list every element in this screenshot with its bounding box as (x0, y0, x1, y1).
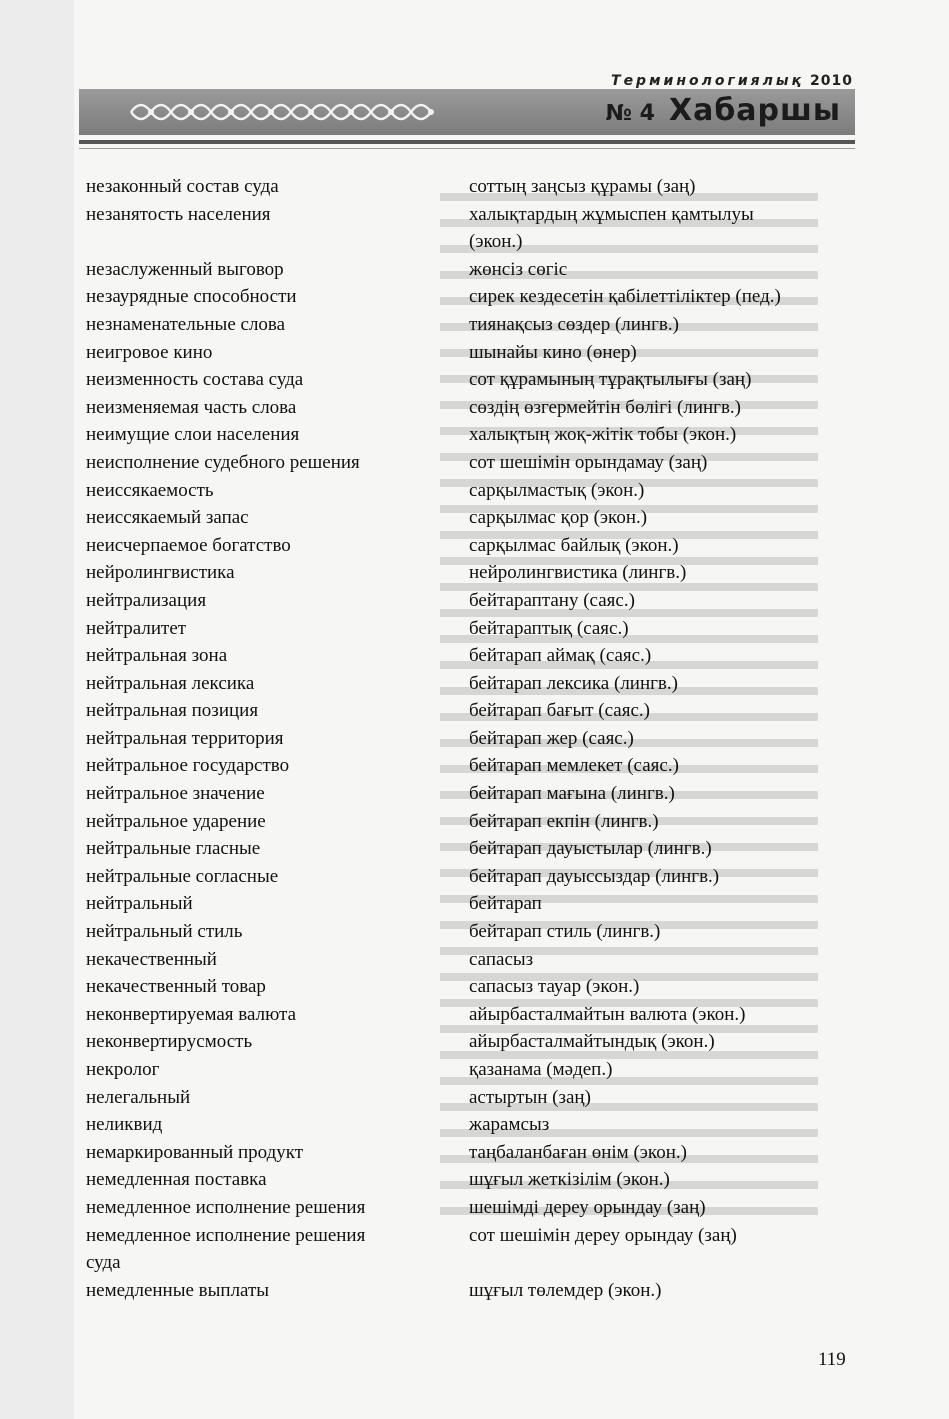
glossary-entry (86, 808, 856, 836)
glossary-entry (86, 228, 856, 256)
russian-term: незнаменательные слова (86, 313, 286, 335)
russian-term: неигровое кино (86, 341, 213, 363)
russian-term: нейтральное ударение (86, 810, 266, 832)
header-band (79, 89, 855, 135)
kazakh-term: сарқылмастық (экон.) (469, 479, 645, 501)
kazakh-term: тиянақсыз сөздер (лингв.) (469, 313, 679, 335)
glossary-entry (86, 256, 856, 284)
glossary-entry (86, 1277, 856, 1305)
kazakh-term: бейтарап екпін (лингв.) (469, 810, 659, 832)
russian-term: незаконный состав суда (86, 176, 279, 197)
kazakh-term: бейтарап аймақ (саяс.) (469, 645, 652, 667)
kazakh-term: бейтарап мемлекет (саяс.) (469, 755, 679, 777)
kazakh-term: сапасыз (469, 948, 534, 970)
russian-term: немедленное исполнение решения (86, 1196, 366, 1218)
kazakh-term: шұғыл төлемдер (экон.) (469, 1279, 662, 1301)
russian-term (86, 228, 469, 256)
kazakh-term: сөздің өзгермейтін бөлігі (лингв.) (469, 396, 742, 418)
kazakh-term: таңбаланбаған өнім (экон.) (469, 1141, 687, 1163)
kazakh-term: шешімді дереу орындау (заң) (469, 1196, 706, 1218)
glossary-entry (86, 1249, 856, 1277)
glossary-entry (86, 532, 856, 560)
kazakh-term: айырбасталмайтындық (экон.) (469, 1031, 715, 1053)
kazakh-term: бейтарап дауыстылар (лингв.) (469, 838, 712, 860)
kazakh-term: айырбасталмайтын валюта (экон.) (469, 1003, 746, 1025)
russian-term: нейтралитет (86, 617, 187, 639)
journal-title: Терминологиялық (611, 73, 805, 89)
russian-term: неимущие слои населения (86, 424, 300, 446)
glossary-entry (86, 946, 856, 974)
russian-term: нейтральные согласные (86, 865, 279, 887)
header-rule-thin (79, 148, 855, 149)
glossary-entry (86, 366, 856, 394)
kazakh-term: бейтарап бағыт (саяс.) (469, 700, 650, 722)
kazakh-term: сарқылмас қор (экон.) (469, 507, 648, 529)
russian-term: незаслуженный выговор (86, 258, 284, 280)
glossary-entry (86, 201, 856, 229)
glossary-entry (86, 1139, 856, 1167)
russian-term: неконвертируемая валюта (86, 1003, 297, 1025)
kazakh-term: бейтарап лексика (лингв.) (469, 672, 678, 694)
kazakh-term: бейтарап стиль (лингв.) (469, 921, 661, 943)
glossary-entry (86, 173, 856, 201)
glossary-entry (86, 863, 856, 891)
russian-term: неиссякаемый запас (86, 507, 249, 529)
kazakh-term: астыртын (заң) (469, 1086, 591, 1108)
russian-term: неисчерпаемое богатство (86, 534, 291, 556)
russian-term: неконвертирусмость (86, 1031, 253, 1053)
glossary-entry (86, 587, 856, 615)
russian-term: немедленное исполнение решения (86, 1224, 366, 1246)
glossary-entry (86, 780, 856, 808)
russian-term: незанятость населения (86, 203, 271, 225)
russian-term: нелегальный (86, 1086, 191, 1108)
russian-term: неисполнение судебного решения (86, 451, 360, 473)
russian-term: нейтральная позиция (86, 700, 259, 722)
russian-term: нейтральная зона (86, 645, 228, 667)
glossary-entry (86, 890, 856, 918)
russian-term: некачественный товар (86, 976, 266, 998)
kazakh-term: сот шешімін дереу орындау (заң) (469, 1224, 737, 1246)
russian-term: нейролингвистика (86, 562, 235, 584)
ornament-icon (127, 95, 447, 129)
kazakh-term: сот құрамының тұрақтылығы (заң) (469, 369, 752, 391)
russian-term: нейтральное значение (86, 783, 265, 805)
russian-term: некачественный (86, 948, 217, 970)
kazakh-term: қазанама (мәдеп.) (469, 1059, 613, 1080)
issue-number: № 4 (605, 101, 655, 126)
kazakh-term: шұғыл жеткізілім (экон.) (469, 1169, 670, 1191)
glossary-entry (86, 1111, 856, 1139)
header-rule (79, 140, 855, 144)
russian-term: неиссякаемость (86, 479, 214, 501)
glossary-entry (86, 1056, 856, 1084)
kazakh-term: жарамсыз (469, 1114, 550, 1136)
russian-term: незаурядные способности (86, 286, 297, 308)
glossary-entry (86, 1166, 856, 1194)
glossary-entry (86, 339, 856, 367)
russian-term: нейтральная территория (86, 727, 284, 749)
kazakh-term: бейтараптық (саяс.) (469, 617, 629, 639)
glossary-entry (86, 1194, 856, 1222)
glossary-entry (86, 1028, 856, 1056)
kazakh-term: сапасыз тауар (экон.) (469, 976, 640, 998)
glossary-entry (86, 670, 856, 698)
glossary-entry (86, 835, 856, 863)
russian-term: неизменность состава суда (86, 369, 304, 391)
glossary-entry (86, 725, 856, 753)
glossary-entry (86, 1084, 856, 1112)
kazakh-term: жөнсіз сөгіс (469, 258, 568, 280)
russian-term: нейтральный стиль (86, 921, 243, 943)
glossary-entry (86, 394, 856, 422)
page-number: 119 (818, 1349, 846, 1370)
kazakh-term: бейтарап (469, 893, 542, 915)
russian-term: немаркированный продукт (86, 1141, 304, 1163)
glossary-entry (86, 973, 856, 1001)
glossary-entry (86, 449, 856, 477)
russian-term: неизменяемая часть слова (86, 396, 297, 418)
kazakh-term: халықтардың жұмыспен қамтылуы (469, 203, 754, 225)
glossary-entry (86, 559, 856, 587)
kazakh-term: соттың заңсыз құрамы (заң) (469, 176, 696, 197)
journal-name: Хабаршы (668, 93, 841, 128)
russian-term: нейтральные гласные (86, 838, 261, 860)
kazakh-term: шынайы кино (өнер) (469, 341, 637, 363)
kazakh-term: сот шешімін орындамау (заң) (469, 451, 708, 473)
glossary-entry (86, 311, 856, 339)
kazakh-term: сирек кездесетін қабілеттіліктер (пед.) (469, 286, 781, 308)
russian-term: нейтральное государство (86, 755, 290, 777)
glossary-list (86, 173, 856, 1304)
glossary-entry (86, 283, 856, 311)
glossary-entry (86, 697, 856, 725)
glossary-entry (86, 421, 856, 449)
kazakh-term: нейролингвистика (лингв.) (469, 562, 687, 584)
journal-year: 2010 (810, 73, 853, 89)
glossary-entry (86, 752, 856, 780)
journal-header-title (611, 73, 853, 89)
kazakh-term: бейтарап дауыссыздар (лингв.) (469, 865, 720, 887)
glossary-entry (86, 1001, 856, 1029)
glossary-entry (86, 504, 856, 532)
kazakh-term: сарқылмас байлық (экон.) (469, 534, 679, 556)
russian-term: некролог (86, 1059, 160, 1080)
russian-term: суда (86, 1252, 121, 1274)
russian-term: неликвид (86, 1114, 163, 1136)
kazakh-term: (экон.) (469, 231, 523, 253)
russian-term: нейтральный (86, 893, 193, 915)
kazakh-term: бейтарап жер (саяс.) (469, 727, 634, 749)
glossary-entry (86, 642, 856, 670)
glossary-entry (86, 477, 856, 505)
russian-term: нейтрализация (86, 589, 207, 611)
kazakh-term (469, 1249, 856, 1277)
glossary-entry (86, 1222, 856, 1250)
russian-term: немедленная поставка (86, 1169, 267, 1191)
russian-term: нейтральная лексика (86, 672, 255, 694)
kazakh-term: халықтың жоқ-жітік тобы (экон.) (469, 424, 737, 446)
issue-heading (606, 93, 841, 128)
glossary-entry (86, 918, 856, 946)
russian-term: немедленные выплаты (86, 1279, 270, 1301)
kazakh-term: бейтарап мағына (лингв.) (469, 783, 675, 805)
glossary-entry (86, 615, 856, 643)
kazakh-term: бейтараптану (саяс.) (469, 589, 635, 611)
